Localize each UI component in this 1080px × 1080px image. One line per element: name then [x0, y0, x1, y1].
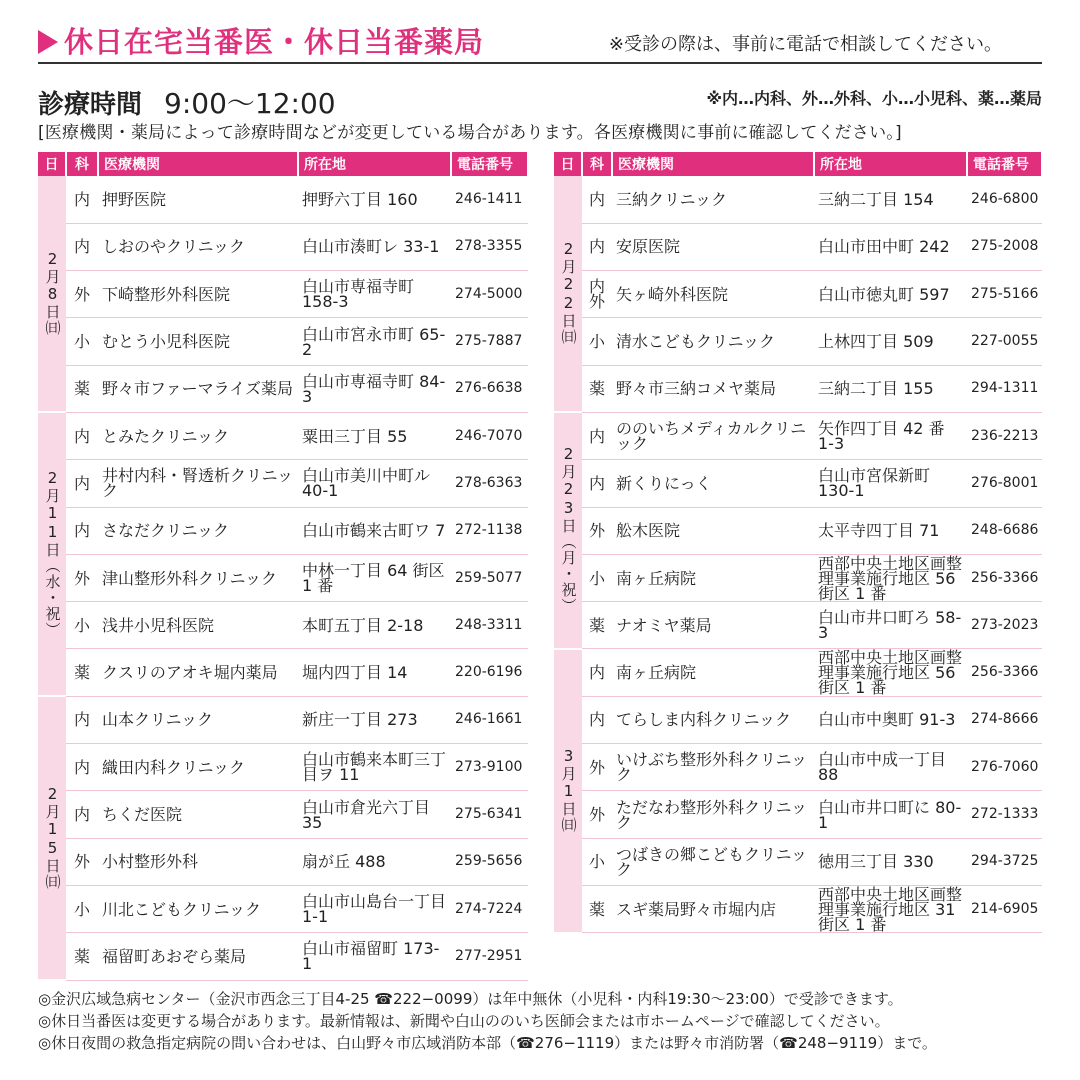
facility-name: 三納クリニック — [612, 176, 814, 223]
table-row — [554, 791, 1042, 838]
phone-cell: 275-2008 — [967, 223, 1042, 270]
address-cell: 扇が丘 488 — [298, 838, 451, 885]
address-cell: 白山市中成一丁目 88 — [814, 744, 967, 791]
dept-cell: 内 — [66, 744, 98, 791]
hours-time: 9:00〜12:00 — [164, 87, 336, 120]
date-label: 2月8日㈰ — [43, 249, 62, 336]
dept-cell: 内 — [582, 649, 612, 696]
table-row — [554, 318, 1042, 365]
dept-cell: 小 — [582, 838, 612, 885]
table-row — [554, 885, 1042, 932]
table-row — [38, 412, 528, 459]
facility-name: さなだクリニック — [98, 507, 298, 554]
phone-cell: 276-6638 — [451, 365, 528, 412]
dept-cell: 内 — [582, 696, 612, 743]
dept-cell: 内 — [582, 223, 612, 270]
phone-cell: 248-3311 — [451, 602, 528, 649]
facility-name: ちくだ医院 — [98, 791, 298, 838]
phone-cell: 214-6905 — [967, 885, 1042, 932]
facility-name: スギ薬局野々市堀内店 — [612, 885, 814, 932]
address-cell: 白山市鶴来本町三丁目ヲ 11 — [298, 744, 451, 791]
table-row — [38, 223, 528, 270]
facility-name: むとう小児科医院 — [98, 318, 298, 365]
address-cell: 白山市井口町に 80-1 — [814, 791, 967, 838]
address-cell: 白山市井口町ろ 58-3 — [814, 602, 967, 649]
phone-cell: 294-3725 — [967, 838, 1042, 885]
phone-cell: 246-6800 — [967, 176, 1042, 223]
table-row — [554, 176, 1042, 223]
dept-cell: 薬 — [582, 885, 612, 932]
address-cell: 白山市福留町 173-1 — [298, 933, 451, 980]
phone-cell: 248-6686 — [967, 507, 1042, 554]
col-dept: 科 — [66, 152, 98, 176]
address-cell: 白山市徳丸町 597 — [814, 271, 967, 318]
facility-name: 小村整形外科 — [98, 838, 298, 885]
table-row — [38, 602, 528, 649]
address-cell: 白山市山島台一丁目 1-1 — [298, 885, 451, 932]
phone-cell: 275-5166 — [967, 271, 1042, 318]
facility-name: クスリのアオキ堀内薬局 — [98, 649, 298, 696]
table-row — [38, 507, 528, 554]
address-cell: 新庄一丁目 273 — [298, 696, 451, 743]
phone-cell: 246-1411 — [451, 176, 528, 223]
address-cell: 白山市中奥町 91-3 — [814, 696, 967, 743]
phone-cell: 246-7070 — [451, 412, 528, 459]
footer-notes — [38, 988, 937, 1054]
date-label: 2月22日㈰ — [559, 240, 578, 346]
table-row — [38, 933, 528, 980]
facility-name: 押野医院 — [98, 176, 298, 223]
phone-cell: 256-3366 — [967, 554, 1042, 601]
dept-cell: 薬 — [582, 365, 612, 412]
facility-name: てらしま内科クリニック — [612, 696, 814, 743]
facility-name: 織田内科クリニック — [98, 744, 298, 791]
dept-cell: 薬 — [66, 365, 98, 412]
phone-cell: 272-1138 — [451, 507, 528, 554]
facility-name: 安原医院 — [612, 223, 814, 270]
schedule-table-left — [38, 152, 529, 981]
col-address: 所在地 — [814, 152, 967, 176]
facility-name: 津山整形外科クリニック — [98, 554, 298, 601]
phone-cell: 277-2951 — [451, 933, 528, 980]
col-date: 日 — [38, 152, 66, 176]
table-row — [38, 744, 528, 791]
table-row — [554, 554, 1042, 601]
dept-cell: 小 — [66, 885, 98, 932]
address-cell: 白山市宮永市町 65-2 — [298, 318, 451, 365]
table-row — [38, 696, 528, 743]
facility-name: とみたクリニック — [98, 412, 298, 459]
address-cell: 白山市専福寺町 158-3 — [298, 271, 451, 318]
phone-cell: 256-3366 — [967, 649, 1042, 696]
dept-cell: 薬 — [582, 602, 612, 649]
dept-cell: 小 — [582, 318, 612, 365]
table-row — [554, 696, 1042, 743]
address-cell: 本町五丁目 2-18 — [298, 602, 451, 649]
dept-cell: 内 — [66, 176, 98, 223]
table-row — [554, 838, 1042, 885]
col-dept: 科 — [582, 152, 612, 176]
phone-cell: 274-8666 — [967, 696, 1042, 743]
address-cell: 堀内四丁目 14 — [298, 649, 451, 696]
dept-cell: 外 — [66, 271, 98, 318]
footer-note: ◎金沢広域急病センター（金沢市西念三丁目4-25 ☎222−0099）は年中無休（小児科・内科19:30〜23:00）で受診できます。 — [38, 990, 903, 1008]
dept-cell: 内 — [582, 460, 612, 507]
facility-name: 南ヶ丘病院 — [612, 649, 814, 696]
dept-cell: 内 — [66, 791, 98, 838]
date-cell — [554, 649, 582, 933]
col-name: 医療機関 — [612, 152, 814, 176]
facility-name: 福留町あおぞら薬局 — [98, 933, 298, 980]
address-cell: 白山市宮保新町 130-1 — [814, 460, 967, 507]
table-row — [38, 318, 528, 365]
address-cell: 太平寺四丁目 71 — [814, 507, 967, 554]
schedule-table-right — [554, 152, 1043, 934]
page-title — [38, 20, 484, 61]
dept-cell: 薬 — [66, 649, 98, 696]
phone-cell: 259-5656 — [451, 838, 528, 885]
facility-name: 川北こどもクリニック — [98, 885, 298, 932]
date-cell — [38, 696, 66, 980]
table-row — [38, 460, 528, 507]
address-cell: 上林四丁目 509 — [814, 318, 967, 365]
facility-name: しおのやクリニック — [98, 223, 298, 270]
table-row — [554, 271, 1042, 318]
facility-name: 野々市ファーマライズ薬局 — [98, 365, 298, 412]
page-title-text: 休日在宅当番医・休日当番薬局 — [64, 25, 485, 59]
table-row — [38, 791, 528, 838]
hours-label: 診療時間 — [38, 90, 143, 120]
table-row — [554, 223, 1042, 270]
phone-cell: 272-1333 — [967, 791, 1042, 838]
table-row — [38, 176, 528, 223]
phone-cell: 274-7224 — [451, 885, 528, 932]
facility-name: 井村内科・腎透析クリニック — [98, 460, 298, 507]
facility-name: ただなわ整形外科クリニック — [612, 791, 814, 838]
phone-cell: 276-7060 — [967, 744, 1042, 791]
phone-cell: 227-0055 — [967, 318, 1042, 365]
facility-name: 下崎整形外科医院 — [98, 271, 298, 318]
address-cell: 押野六丁目 160 — [298, 176, 451, 223]
date-label: 2月23日（月・祝） — [559, 445, 578, 615]
facility-name: 矢ヶ崎外科医院 — [612, 271, 814, 318]
phone-cell: 278-6363 — [451, 460, 528, 507]
address-cell: 矢作四丁目 42 番 1-3 — [814, 412, 967, 459]
facility-name: 南ヶ丘病院 — [612, 554, 814, 601]
dept-cell: 内 — [66, 460, 98, 507]
dept-cell: 小 — [582, 554, 612, 601]
dept-cell: 小 — [66, 602, 98, 649]
facility-name: 清水こどもクリニック — [612, 318, 814, 365]
phone-cell: 220-6196 — [451, 649, 528, 696]
table-row — [554, 602, 1042, 649]
address-cell: 白山市美川中町ル 40-1 — [298, 460, 451, 507]
table-row — [554, 365, 1042, 412]
address-cell: 白山市専福寺町 84-3 — [298, 365, 451, 412]
col-date: 日 — [554, 152, 582, 176]
facility-name: 浅井小児科医院 — [98, 602, 298, 649]
address-cell: 粟田三丁目 55 — [298, 412, 451, 459]
dept-cell: 外 — [582, 744, 612, 791]
address-cell: 白山市倉光六丁目 35 — [298, 791, 451, 838]
address-cell: 西部中央土地区画整理事業施行地区 31 街区 1 番 — [814, 885, 967, 932]
facility-name: 舩木医院 — [612, 507, 814, 554]
address-cell: 西部中央土地区画整理事業施行地区 56 街区 1 番 — [814, 554, 967, 601]
table-row — [38, 554, 528, 601]
phone-cell: 259-5077 — [451, 554, 528, 601]
page-header — [38, 18, 1042, 64]
phone-cell: 273-9100 — [451, 744, 528, 791]
date-cell — [554, 176, 582, 412]
address-cell: 西部中央土地区画整理事業施行地区 56 街区 1 番 — [814, 649, 967, 696]
phone-cell: 273-2023 — [967, 602, 1042, 649]
dept-cell: 内 — [66, 696, 98, 743]
address-cell: 白山市鶴来古町ワ 7 — [298, 507, 451, 554]
address-cell: 三納二丁目 155 — [814, 365, 967, 412]
dept-cell: 小 — [66, 318, 98, 365]
dept-cell: 内 — [66, 507, 98, 554]
address-cell: 徳用三丁目 330 — [814, 838, 967, 885]
dept-cell: 内外 — [582, 271, 612, 318]
consult-note: ※受診の際は、事前に電話で相談してください。 — [608, 34, 1002, 55]
phone-cell: 274-5000 — [451, 271, 528, 318]
phone-cell: 276-8001 — [967, 460, 1042, 507]
facility-name: 山本クリニック — [98, 696, 298, 743]
dept-legend: ※内…内科、外…外科、小…小児科、薬…薬局 — [706, 89, 1042, 108]
dept-cell: 外 — [582, 507, 612, 554]
dept-cell: 外 — [582, 791, 612, 838]
date-label: 3月1日㈰ — [559, 746, 578, 833]
phone-cell: 236-2213 — [967, 412, 1042, 459]
col-phone: 電話番号 — [967, 152, 1042, 176]
facility-name: 新くりにっく — [612, 460, 814, 507]
date-cell — [38, 412, 66, 696]
dept-cell: 内 — [66, 412, 98, 459]
hours — [38, 82, 336, 122]
dept-cell: 内 — [582, 412, 612, 459]
dept-cell: 外 — [66, 838, 98, 885]
col-address: 所在地 — [298, 152, 451, 176]
table-row — [38, 365, 528, 412]
schedule-notice: [医療機関・薬局によって診療時間などが変更している場合があります。各医療機関に事前に確認してください。] — [38, 123, 902, 143]
footer-note: ◎休日当番医は変更する場合があります。最新情報は、新聞や白山ののいち医師会または市ホームページで確認してください。 — [38, 1012, 890, 1030]
address-cell: 中林一丁目 64 街区 1 番 — [298, 554, 451, 601]
footer-note: ◎休日夜間の救急指定病院の問い合わせは、白山野々市広域消防本部（☎276−1119）または野々市消防署（☎248−9119）まで。 — [38, 1034, 937, 1052]
date-label: 2月15日㈰ — [43, 784, 62, 890]
facility-name: ののいちメディカルクリニック — [612, 412, 814, 459]
date-cell — [554, 412, 582, 648]
table-row — [38, 271, 528, 318]
table-row — [38, 838, 528, 885]
col-phone: 電話番号 — [451, 152, 528, 176]
phone-cell: 278-3355 — [451, 223, 528, 270]
table-row — [554, 507, 1042, 554]
date-cell — [38, 176, 66, 412]
table-row — [554, 412, 1042, 459]
table-row — [554, 649, 1042, 696]
date-label: 2月11日（水・祝） — [43, 468, 62, 638]
table-row — [554, 460, 1042, 507]
dept-cell: 内 — [66, 223, 98, 270]
phone-cell: 275-6341 — [451, 791, 528, 838]
address-cell: 白山市田中町 242 — [814, 223, 967, 270]
dept-cell: 外 — [66, 554, 98, 601]
phone-cell: 294-1311 — [967, 365, 1042, 412]
phone-cell: 275-7887 — [451, 318, 528, 365]
facility-name: ナオミヤ薬局 — [612, 602, 814, 649]
facility-name: 野々市三納コメヤ薬局 — [612, 365, 814, 412]
dept-cell: 内 — [582, 176, 612, 223]
table-row — [38, 649, 528, 696]
address-cell: 白山市湊町レ 33-1 — [298, 223, 451, 270]
address-cell: 三納二丁目 154 — [814, 176, 967, 223]
facility-name: いけぶち整形外科クリニック — [612, 744, 814, 791]
facility-name: つばきの郷こどもクリニック — [612, 838, 814, 885]
phone-cell: 246-1661 — [451, 696, 528, 743]
triangle-bullet-icon — [38, 30, 58, 54]
table-row — [38, 885, 528, 932]
col-name: 医療機関 — [98, 152, 298, 176]
dept-cell: 薬 — [66, 933, 98, 980]
table-row — [554, 744, 1042, 791]
